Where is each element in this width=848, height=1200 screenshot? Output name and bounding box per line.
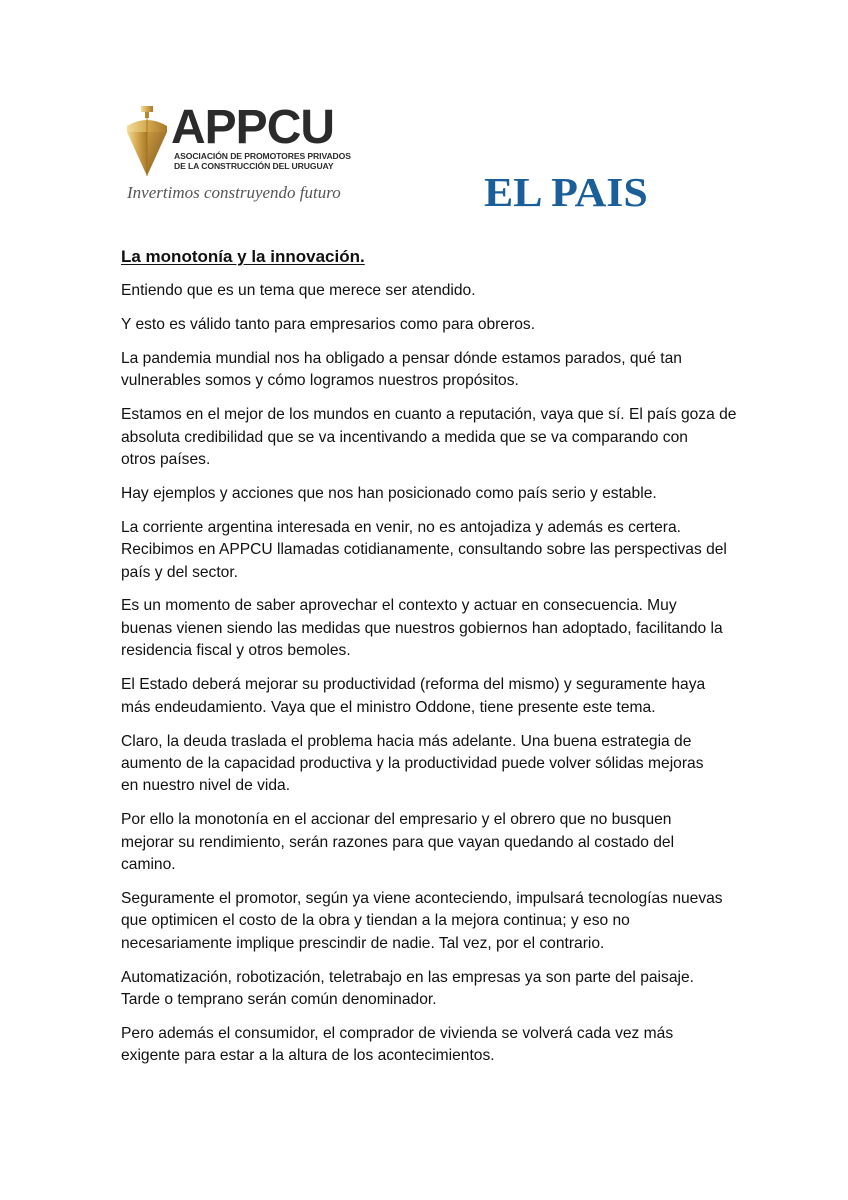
paragraph-line: Es un momento de saber aprovechar el contexto y actuar en consecuencia. Muy xyxy=(121,597,677,615)
appcu-subtitle-line: ASOCIACIÓN DE PROMOTORES PRIVADOS xyxy=(174,151,351,161)
appcu-subtitle xyxy=(174,151,351,171)
paragraph-line: Seguramente el promotor, según ya viene aconteciendo, impulsará tecnologías nuevas xyxy=(121,889,723,907)
article-paragraph xyxy=(121,809,733,876)
article-paragraph xyxy=(121,595,733,662)
plumb-bob-icon xyxy=(123,104,171,178)
article-paragraph xyxy=(121,348,733,393)
article-paragraph xyxy=(121,483,733,505)
paragraph-line: Estamos en el mejor de los mundos en cuanto a reputación, vaya que sí. El país goza de xyxy=(121,406,737,424)
paragraph-line: La pandemia mundial nos ha obligado a pensar dónde estamos parados, qué tan xyxy=(121,349,682,367)
paragraph-line: Pero además el consumidor, el comprador de vivienda se volverá cada vez más xyxy=(121,1024,674,1042)
article-paragraph xyxy=(121,314,733,336)
elpais-logo: EL PAIS xyxy=(484,169,648,215)
paragraph-line: Entiendo que es un tema que merece ser atendido. xyxy=(121,282,476,299)
article-paragraph xyxy=(121,404,737,471)
paragraph-line: otros países. xyxy=(121,450,211,468)
paragraph-line: Por ello la monotonía en el accionar del empresario y el obrero que no busquen xyxy=(121,811,672,829)
appcu-subtitle-line: DE LA CONSTRUCCIÓN DEL URUGUAY xyxy=(174,161,334,171)
article-paragraph xyxy=(121,280,733,302)
paragraph-line: necesariamente implique prescindir de nadie. Tal vez, por el contrario. xyxy=(121,934,605,952)
article-paragraph xyxy=(121,674,733,719)
article-paragraph xyxy=(121,1023,733,1068)
paragraph-line: exigente para estar a la altura de los acontecimientos. xyxy=(121,1047,495,1065)
paragraph-line: vulnerables somos y cómo logramos nuestros propósitos. xyxy=(121,372,519,390)
paragraph-line: El Estado deberá mejorar su productividad (reforma del mismo) y seguramente haya xyxy=(121,676,706,694)
paragraph-line: en nuestro nivel de vida. xyxy=(121,777,291,795)
paragraph-line: aumento de la capacidad productiva y la productividad puede volver sólidas mejoras xyxy=(121,754,704,772)
paragraph-line: Automatización, robotización, teletrabajo en las empresas ya son parte del paisaje. xyxy=(121,968,694,986)
article xyxy=(121,246,737,1079)
article-paragraph xyxy=(121,888,733,955)
paragraph-line: residencia fiscal y otros bemoles. xyxy=(121,642,351,660)
article-title: La monotonía y la innovación. xyxy=(121,247,365,266)
paragraph-line: más endeudamiento. Vaya que el ministro Oddone, tiene presente este tema. xyxy=(121,698,656,716)
paragraph-line: Recibimos en APPCU llamadas cotidianamente, consultando sobre las perspectivas del xyxy=(121,541,727,559)
appcu-slogan: Invertimos construyendo futuro xyxy=(127,183,341,202)
paragraph-line: buenas vienen siendo las medidas que nuestros gobiernos han adoptado, facilitando la xyxy=(121,619,723,637)
article-paragraph xyxy=(121,967,733,1012)
article-body xyxy=(121,280,737,1068)
article-paragraph xyxy=(121,517,733,584)
paragraph-line: absoluta credibilidad que se va incentivando a medida que se va comparando con xyxy=(121,428,688,446)
paragraph-line: país y del sector. xyxy=(121,563,239,581)
paragraph-line: camino. xyxy=(121,856,176,874)
appcu-wordmark: APPCU xyxy=(171,101,335,154)
paragraph-line: Hay ejemplos y acciones que nos han posicionado como país serio y estable. xyxy=(121,484,657,502)
paragraph-line: que optimicen el costo de la obra y tiendan a la mejora continua; y eso no xyxy=(121,912,630,930)
paragraph-line: La corriente argentina interesada en venir, no es antojadiza y además es certera. xyxy=(121,518,681,536)
article-paragraph xyxy=(121,731,733,798)
paragraph-line: Claro, la deuda traslada el problema hacia más adelante. Una buena estrategia de xyxy=(121,732,692,750)
paragraph-line: Y esto es válido tanto para empresarios como para obreros. xyxy=(121,315,536,333)
paragraph-line: mejorar su rendimiento, serán razones para que vayan quedando al costado del xyxy=(121,833,675,851)
paragraph-line: Tarde o temprano serán común denominador. xyxy=(121,991,437,1009)
appcu-logo xyxy=(123,101,363,209)
